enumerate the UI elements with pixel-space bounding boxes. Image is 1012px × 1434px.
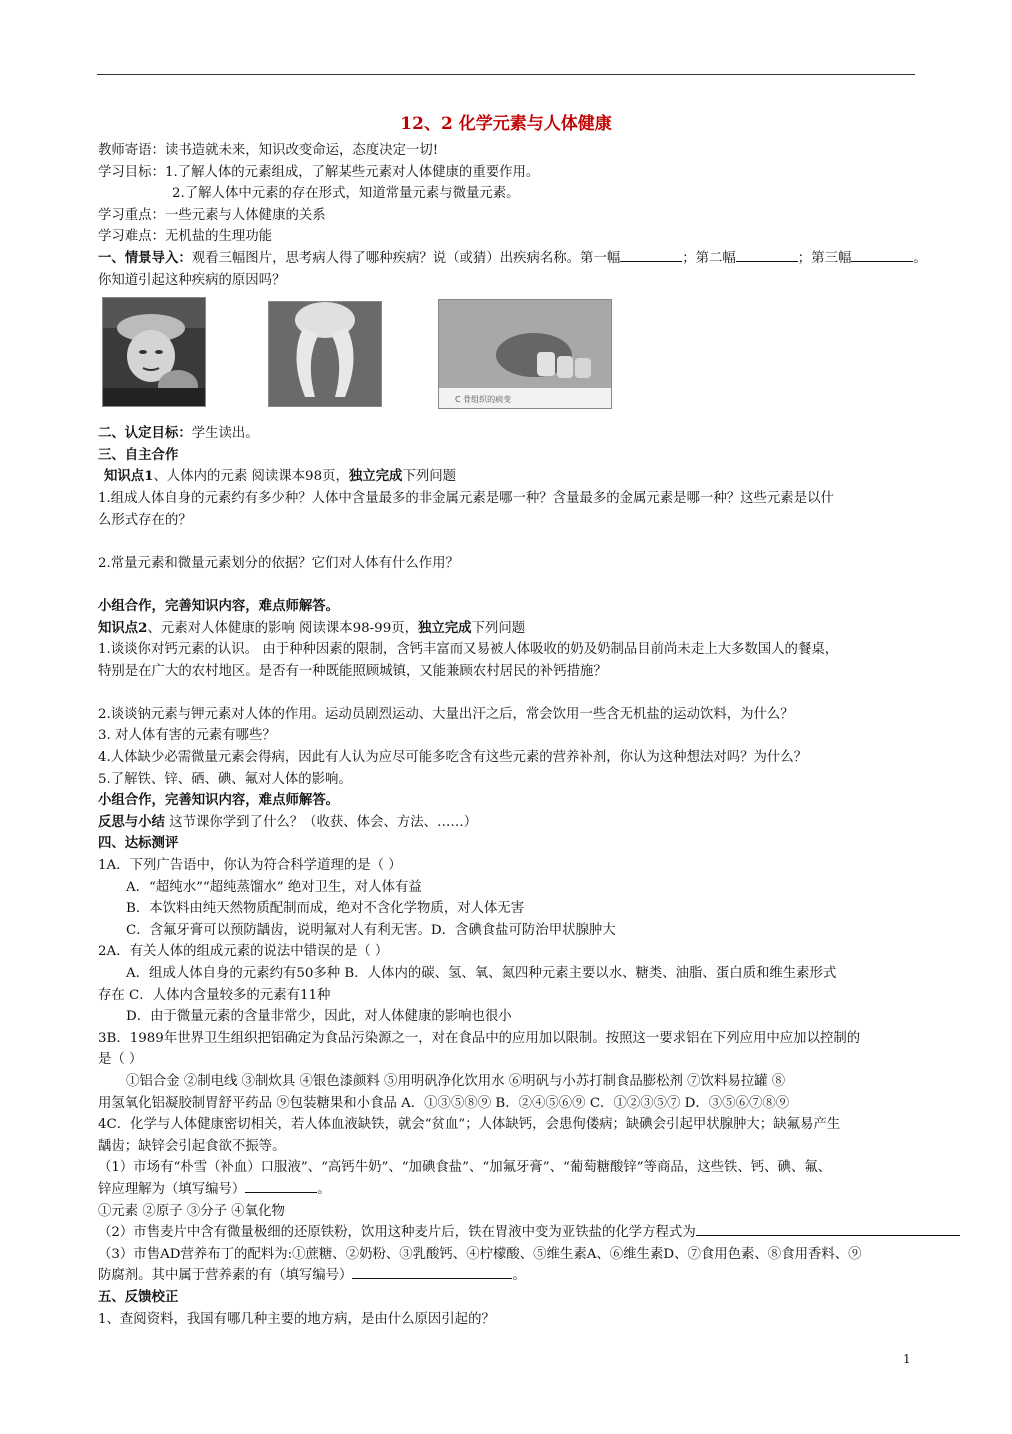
learning-goal-2: 2.了解人体中元素的存在形式，知道常量元素与微量元素。 (172, 186, 520, 202)
question-2-4: 4.人体缺少必需微量元素会得病，因此有人认为应尽可能多吃含有这些元素的营养补剂，你认为这种想法对吗？为什么？ (98, 750, 808, 766)
feedback-question-1: 1、查阅资料，我国有哪几种主要的地方病，是由什么原因引起的？ (98, 1311, 495, 1327)
teacher-message: 教师寄语：读书造就未来，知识改变命运，态度决定一切! (98, 143, 439, 158)
answer-blank-1[interactable] (620, 249, 682, 262)
section-3-heading: 三、自主合作 (98, 446, 179, 463)
quiz-2a: 2A．有关人体的组成元素的说法中错误的是（ ） (98, 944, 389, 960)
section-4-heading: 四、达标测评 (98, 835, 179, 852)
quiz-3b-cont: 是（ ） (98, 1052, 143, 1068)
page-title: 12、2 化学元素与人体健康 (400, 114, 612, 134)
group-work-2: 小组合作，完善知识内容，难点师解答。 (98, 792, 340, 809)
question-2-5: 5.了解铁、锌、硒、碘、氟对人体的影响。 (98, 771, 352, 787)
quiz-1a-option-a: A．“超纯水”“超纯蒸馏水” 绝对卫生，对人体有益 (126, 879, 422, 895)
section-2-heading: 二、认定目标：学生读出。 (98, 425, 259, 442)
photo-rickets-legs (268, 301, 382, 407)
knowledge-point-2: 知识点2、元素对人体健康的影响 阅读课本98-99页，独立完成下列问题 (98, 619, 526, 636)
question-2-2: 2.谈谈钠元素与钾元素对人体的作用。运动员剧烈运动、大量出汗之后，常会饮用一些含无机盐的运动饮料，为什么？ (98, 706, 794, 722)
question-1-1: 1.组成人体自身的元素约有多少种？人体中含量最多的非金属元素是哪一种？含量最多的金属元素是哪一种？这些元素是以什 (98, 490, 834, 506)
answer-blank-6[interactable] (352, 1266, 512, 1279)
reflection: 反思与小结 这节课你学到了什么？（收获、体会、方法、……） (98, 813, 478, 830)
photo-goiter-patient (102, 297, 206, 407)
quiz-3b-items: ①铝合金 ②制电线 ③制炊具 ④银色漆颜料 ⑤用明矾净化饮用水 ⑥明矾与小苏打制食品膨松剂 ⑦饮料易拉罐 ⑧ (126, 1073, 786, 1089)
quiz-4c-part-3: （3）市售AD营养布丁的配料为:①蔗糖、②奶粉、③乳酸钙、④柠檬酸、⑤维生素A、⑥维生素D、⑦食用色素、⑧食用香料、⑨ (98, 1246, 862, 1262)
document-body (98, 140, 927, 1330)
answer-blank-4[interactable] (245, 1180, 317, 1193)
page-number: 1 (903, 1352, 911, 1366)
quiz-2a-option-d: D．由于微量元素的含量非常少，因此，对人体健康的影响也很小 (126, 1009, 512, 1025)
quiz-1a-option-b: B．本饮料由纯天然物质配制而成，绝对不含化学物质，对人体无害 (126, 901, 525, 917)
quiz-3b-options: 用氢氧化铝凝胶制胃舒平药品 ⑨包装糖果和小食品 A．①③⑤⑧⑨ B．②④⑤⑥⑨ C．①②③⑤⑦ D．③⑤⑥⑦⑧⑨ (98, 1095, 790, 1111)
quiz-4c: 4C．化学与人体健康密切相关，若人体血液缺铁，就会“贫血”；人体缺钙，会患佝偻病；缺碘会引起甲状腺肿大；缺氟易产生 (98, 1117, 841, 1133)
photo-caption: C 骨组织的病变 (455, 395, 512, 405)
quiz-4c-part-1: （1）市场有“朴雪（补血）口服液”、“高钙牛奶”、“加碘食盐”、“加氟牙膏”、“葡萄糖酸锌”等商品，这些铁、钙、碘、氟、 (98, 1160, 832, 1176)
scenario-intro: 一、情景导入：观看三幅图片，思考病人得了哪种疾病？说（或猜）出疾病名称。第一幅 ；第二幅 ；第三幅 。 (98, 249, 927, 266)
quiz-1a-option-cd: C．含氟牙膏可以预防龋齿，说明氟对人有利无害。D．含碘食盐可防治甲状腺肿大 (126, 922, 616, 938)
quiz-4c-part-1-options: ①元素 ②原子 ③分子 ④氧化物 (98, 1203, 285, 1219)
quiz-4c-part-2: （2）市售麦片中含有微量极细的还原铁粉，饮用这种麦片后，铁在胃液中变为亚铁盐的化学方程式为 (98, 1222, 918, 1244)
quiz-3b: 3B．1989年世界卫生组织把铝确定为食品污染源之一，对在食品中的应用加以限制。按照这一要求铝在下列应用中应加以控制的 (98, 1030, 861, 1046)
answer-blank-3[interactable] (851, 249, 913, 262)
question-1-2: 2.常量元素和微量元素划分的依据？它们对人体有什么作用？ (98, 555, 459, 571)
quiz-4c-part-1-cont: 锌应理解为（填写编号） 。 (98, 1181, 331, 1197)
section-5-heading: 五、反馈校正 (98, 1288, 179, 1305)
header-rule (97, 74, 915, 75)
group-work-1: 小组合作，完善知识内容，难点师解答。 (98, 597, 340, 614)
learning-focus: 学习重点：一些元素与人体健康的关系 (98, 207, 326, 223)
quiz-4c-part-3-cont: 防腐剂。其中属于营养素的有（填写编号） 。 (98, 1268, 526, 1284)
knowledge-point-1: 知识点1、人体内的元素 阅读课本98页，独立完成下列问题 (104, 468, 456, 485)
answer-blank-5[interactable] (696, 1223, 960, 1236)
answer-blank-2[interactable] (736, 249, 798, 262)
question-1-1-cont: 么形式存在的？ (98, 512, 192, 528)
quiz-2a-options-cont: 存在 C．人体内含量较多的元素有11种 (98, 987, 331, 1003)
quiz-2a-options: A．组成人体自身的元素约有50多种 B．人体内的碳、氢、氧、氮四种元素主要以水、糖类、油脂、蛋白质和维生素形式 (126, 966, 837, 981)
disease-photos (98, 295, 918, 417)
question-2-1-cont: 特别是在广大的农村地区。是否有一种既能照顾城镇，又能兼顾农村居民的补钙措施？ (98, 663, 607, 679)
quiz-1a: 1A．下列广告语中，你认为符合科学道理的是（ ） (98, 858, 402, 874)
question-2-1: 1.谈谈你对钙元素的认识。 由于种种因素的限制，含钙丰富而又易被人体吸收的奶及奶制品目前尚未走上大多数国人的餐桌， (98, 642, 839, 658)
cause-question: 你知道引起这种疾病的原因吗？ (98, 272, 286, 288)
question-2-3: 3. 对人体有害的元素有哪些？ (98, 728, 276, 744)
learning-goal-1: 学习目标：1.了解人体的元素组成，了解某些元素对人体健康的重要作用。 (98, 164, 540, 180)
learning-difficulty: 学习难点：无机盐的生理功能 (98, 229, 273, 245)
photo-dental-lesion (438, 299, 612, 409)
quiz-4c-cont: 龋齿；缺锌会引起食欲不振等。 (98, 1138, 286, 1154)
